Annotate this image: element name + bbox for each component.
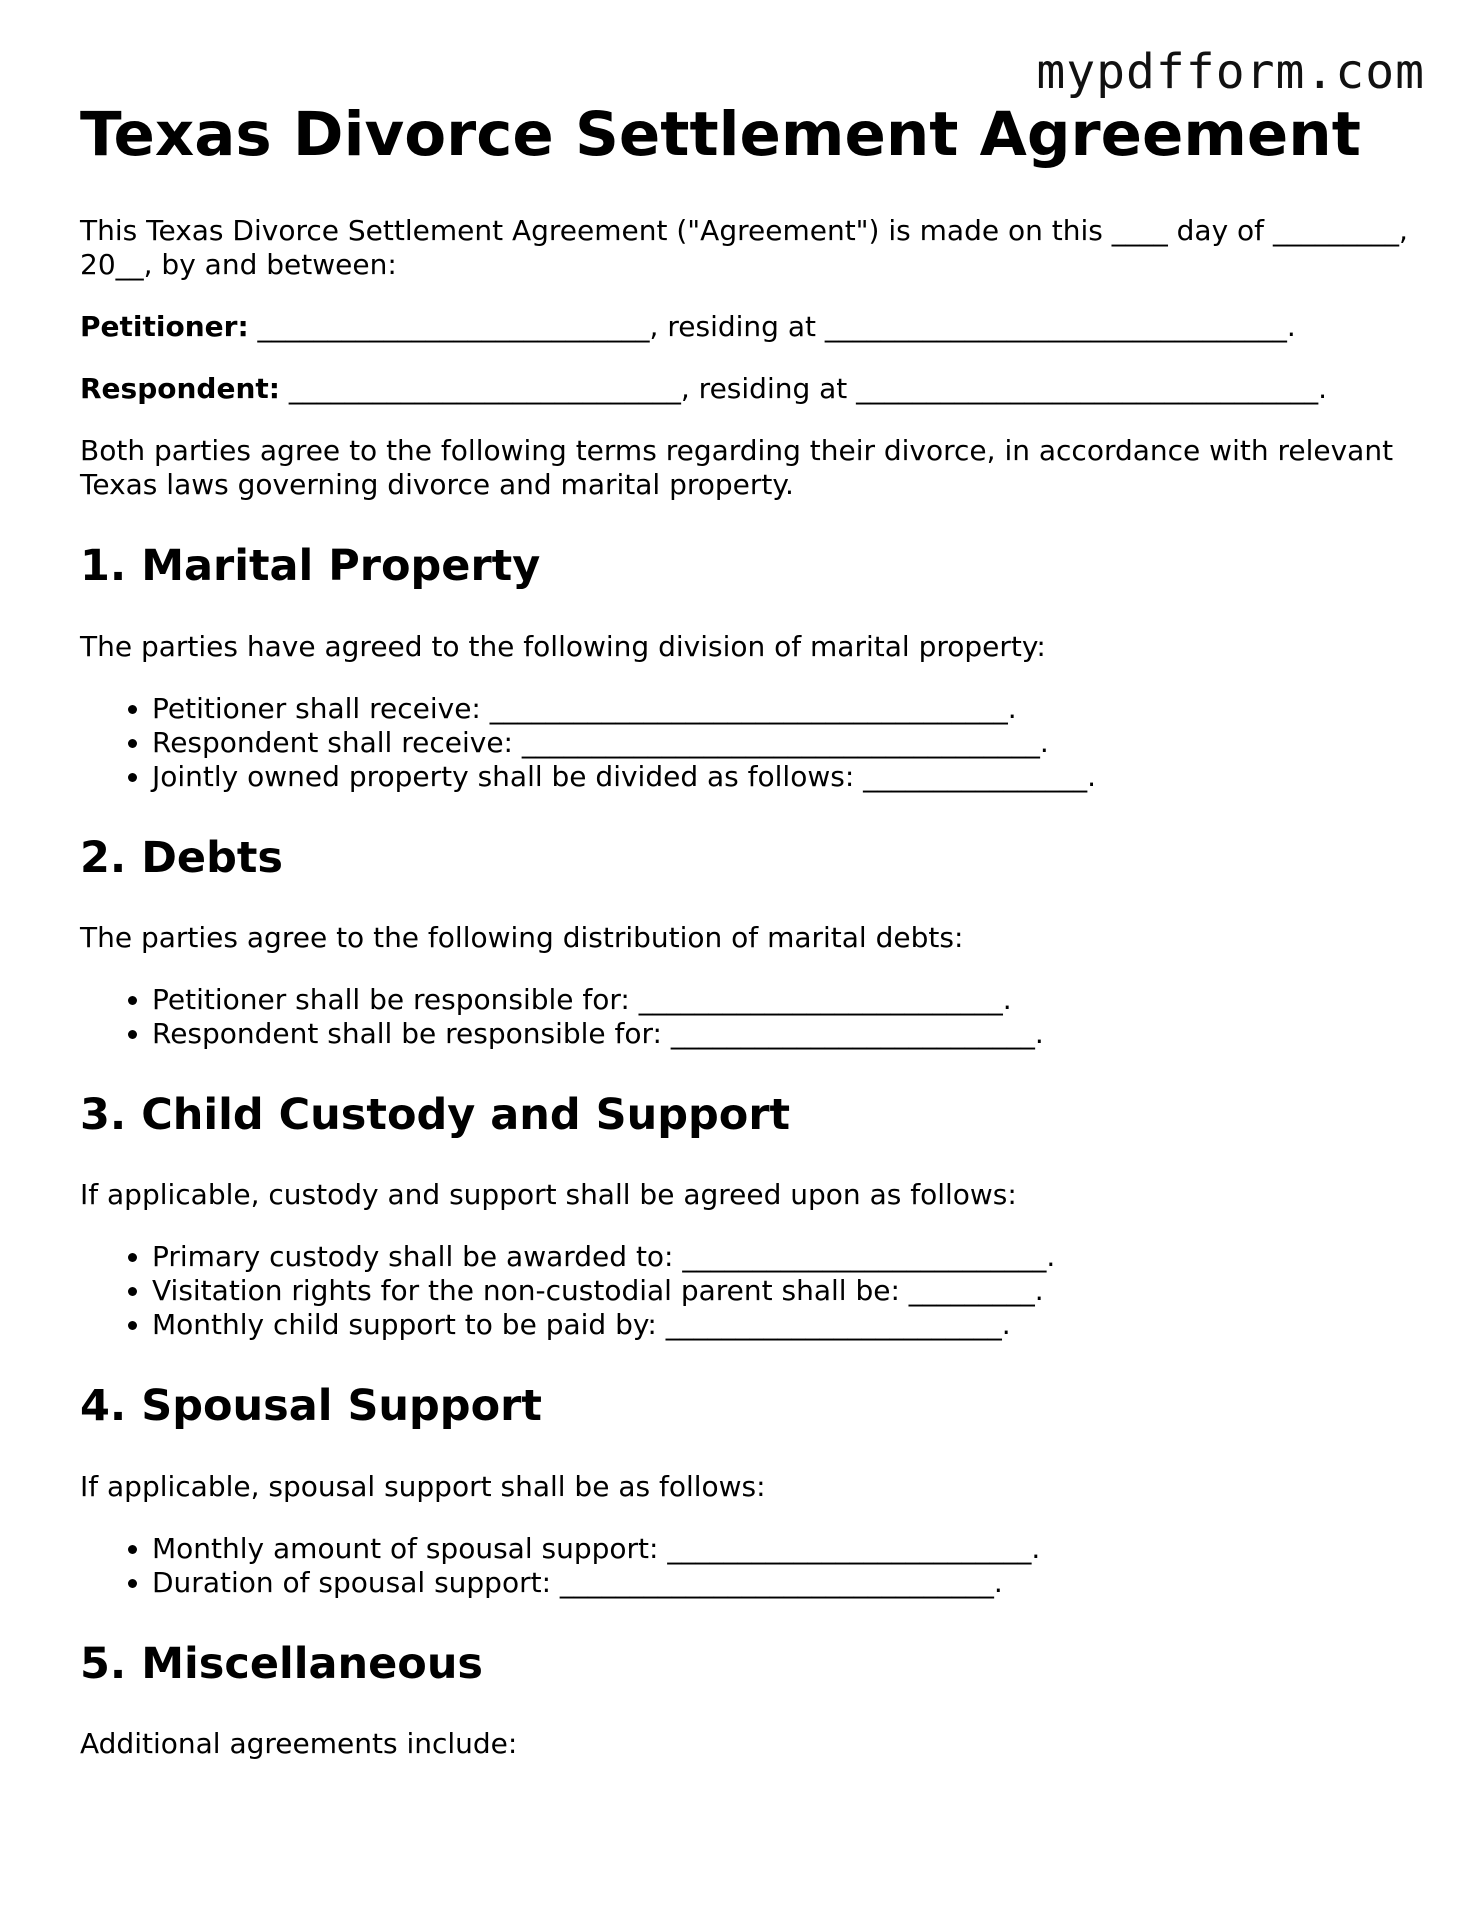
- section-intro-marital-property: The parties have agreed to the following division of marital property:: [80, 629, 1046, 663]
- list-item: • Monthly child support to be paid by: ________________________.: [152, 1308, 1410, 1342]
- section-heading-spousal-support: 4. Spousal Support: [80, 1381, 542, 1432]
- list-item: • Visitation rights for the non-custodial parent shall be: _________.: [152, 1274, 1410, 1308]
- respondent-label: Respondent:: [80, 372, 280, 406]
- section-heading-child-custody: 3. Child Custody and Support: [80, 1090, 791, 1141]
- list-item: • Petitioner shall be responsible for: __________________________.: [152, 983, 1410, 1017]
- respondent-line: [80, 372, 1410, 406]
- list-item: • Primary custody shall be awarded to: __________________________.: [152, 1240, 1410, 1274]
- section-heading-marital-property: 1. Marital Property: [80, 541, 541, 592]
- list-debts: [80, 983, 1410, 1051]
- agreement-statement: Both parties agree to the following terms regarding their divorce, in accordance with relevant Texas laws governing divorce and marital property.: [80, 434, 1394, 502]
- list-marital-property: [80, 692, 1410, 794]
- list-spousal-support: [80, 1532, 1410, 1600]
- document-body: [80, 100, 1410, 1789]
- list-item: • Petitioner shall receive: _____________________________________.: [152, 692, 1410, 726]
- petitioner-text: ____________________________, residing at _________________________________.: [248, 310, 1296, 344]
- section-intro-miscellaneous: Additional agreements include:: [80, 1727, 518, 1761]
- intro-paragraph: This Texas Divorce Settlement Agreement ("Agreement") is made on this ____ day of _________, 20__, by and between:: [80, 214, 1408, 282]
- respondent-text: ____________________________, residing at _________________________________.: [279, 372, 1328, 406]
- list-item: • Duration of spousal support: _______________________________.: [152, 1566, 1410, 1600]
- section-heading-miscellaneous: 5. Miscellaneous: [80, 1638, 484, 1689]
- section-intro-child-custody: If applicable, custody and support shall be agreed upon as follows:: [80, 1178, 1017, 1212]
- watermark: mypdfform.com: [1036, 44, 1425, 100]
- list-item: • Respondent shall be responsible for: __________________________.: [152, 1017, 1410, 1051]
- list-child-custody: [80, 1240, 1410, 1342]
- petitioner-line: [80, 310, 1410, 344]
- document-title: Texas Divorce Settlement Agreement: [80, 99, 1361, 170]
- list-item: • Respondent shall receive: _____________________________________.: [152, 726, 1410, 760]
- petitioner-label: Petitioner:: [80, 310, 249, 344]
- section-intro-debts: The parties agree to the following distribution of marital debts:: [80, 921, 964, 955]
- section-heading-debts: 2. Debts: [80, 832, 284, 883]
- section-intro-spousal-support: If applicable, spousal support shall be as follows:: [80, 1469, 766, 1503]
- list-item: • Jointly owned property shall be divided as follows: ________________.: [152, 760, 1410, 794]
- list-item: • Monthly amount of spousal support: __________________________.: [152, 1532, 1410, 1566]
